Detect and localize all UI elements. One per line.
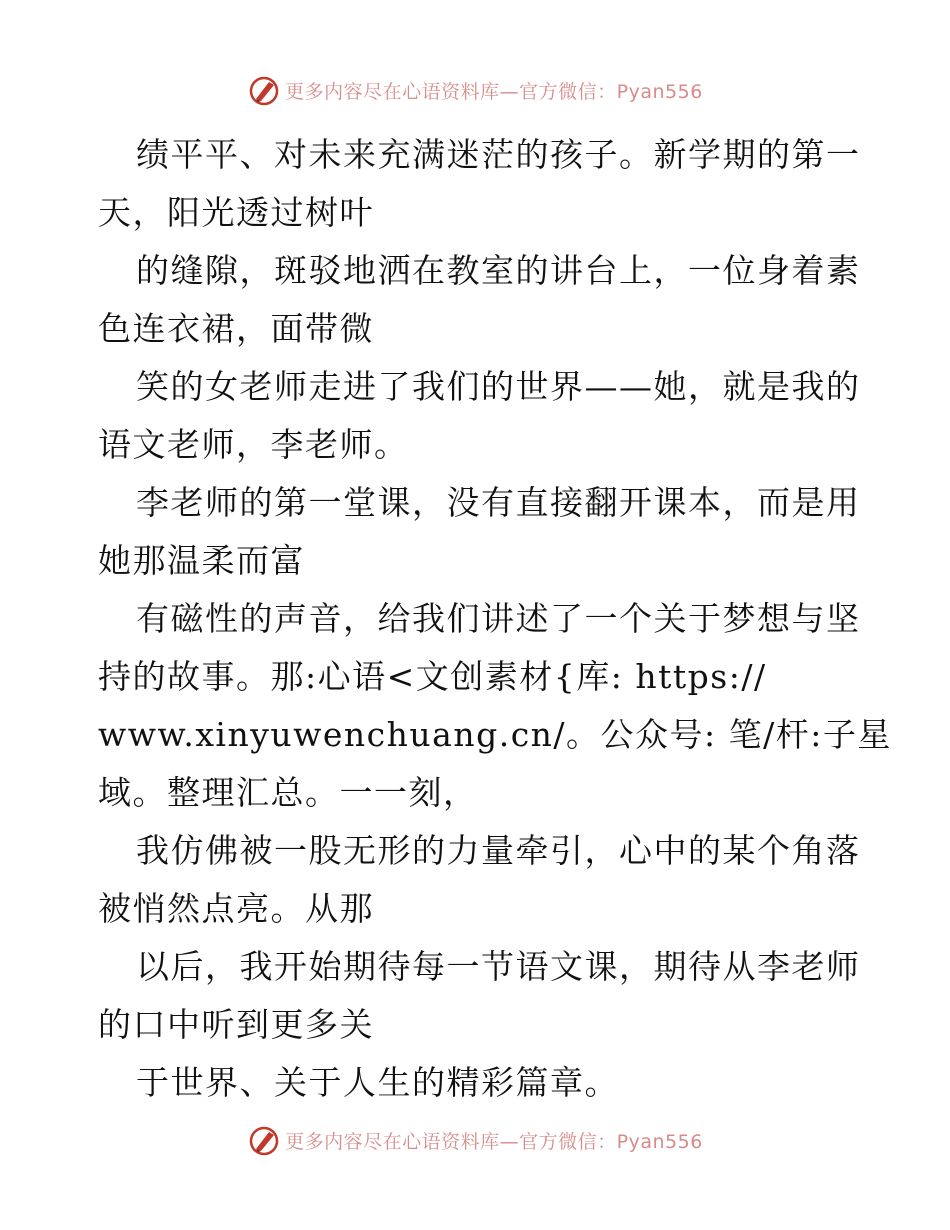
text-line: 她那温柔而富 xyxy=(98,541,305,580)
pen-logo-icon xyxy=(247,1123,281,1157)
text-line: 笑的女老师走进了我们的世界——她，就是我的 xyxy=(136,367,861,406)
text-line: 被悄然点亮。从那 xyxy=(98,889,374,928)
text-line: 有磁性的声音，给我们讲述了一个关于梦想与坚 xyxy=(136,599,861,638)
text-line: 色连衣裙，面带微 xyxy=(98,309,374,348)
text-line: 以后，我开始期待每一节语文课，期待从李老师 xyxy=(136,947,861,986)
text-line: 于世界、关于人生的精彩篇章。 xyxy=(136,1063,619,1102)
text-line: 持的故事。那:心语<文创素材{库: https:// xyxy=(98,657,767,696)
footer-banner xyxy=(0,1120,950,1160)
pen-logo-icon xyxy=(247,73,281,107)
header-banner xyxy=(0,70,950,110)
text-line: 语文老师，李老师。 xyxy=(98,425,409,464)
text-line: 天，阳光透过树叶 xyxy=(98,193,374,232)
banner-text: 更多内容尽在心语资料库—官方微信：Pyan556 xyxy=(285,80,703,103)
text-line: 李老师的第一堂课，没有直接翻开课本，而是用 xyxy=(136,483,861,522)
banner-text: 更多内容尽在心语资料库—官方微信：Pyan556 xyxy=(285,1130,703,1153)
text-line: 的缝隙，斑驳地洒在教室的讲台上，一位身着素 xyxy=(136,251,861,290)
document-body xyxy=(98,126,892,1112)
text-line: 绩平平、对未来充满迷茫的孩子。新学期的第一 xyxy=(136,135,861,174)
text-line: 域。整理汇总。一一刻， xyxy=(98,773,478,812)
text-line: www.xinyuwenchuang.cn/。公众号: 笔/杆:子星 xyxy=(98,715,892,754)
text-line: 我仿佛被一股无形的力量牵引，心中的某个角落 xyxy=(136,831,861,870)
text-line: 的口中听到更多关 xyxy=(98,1005,374,1044)
